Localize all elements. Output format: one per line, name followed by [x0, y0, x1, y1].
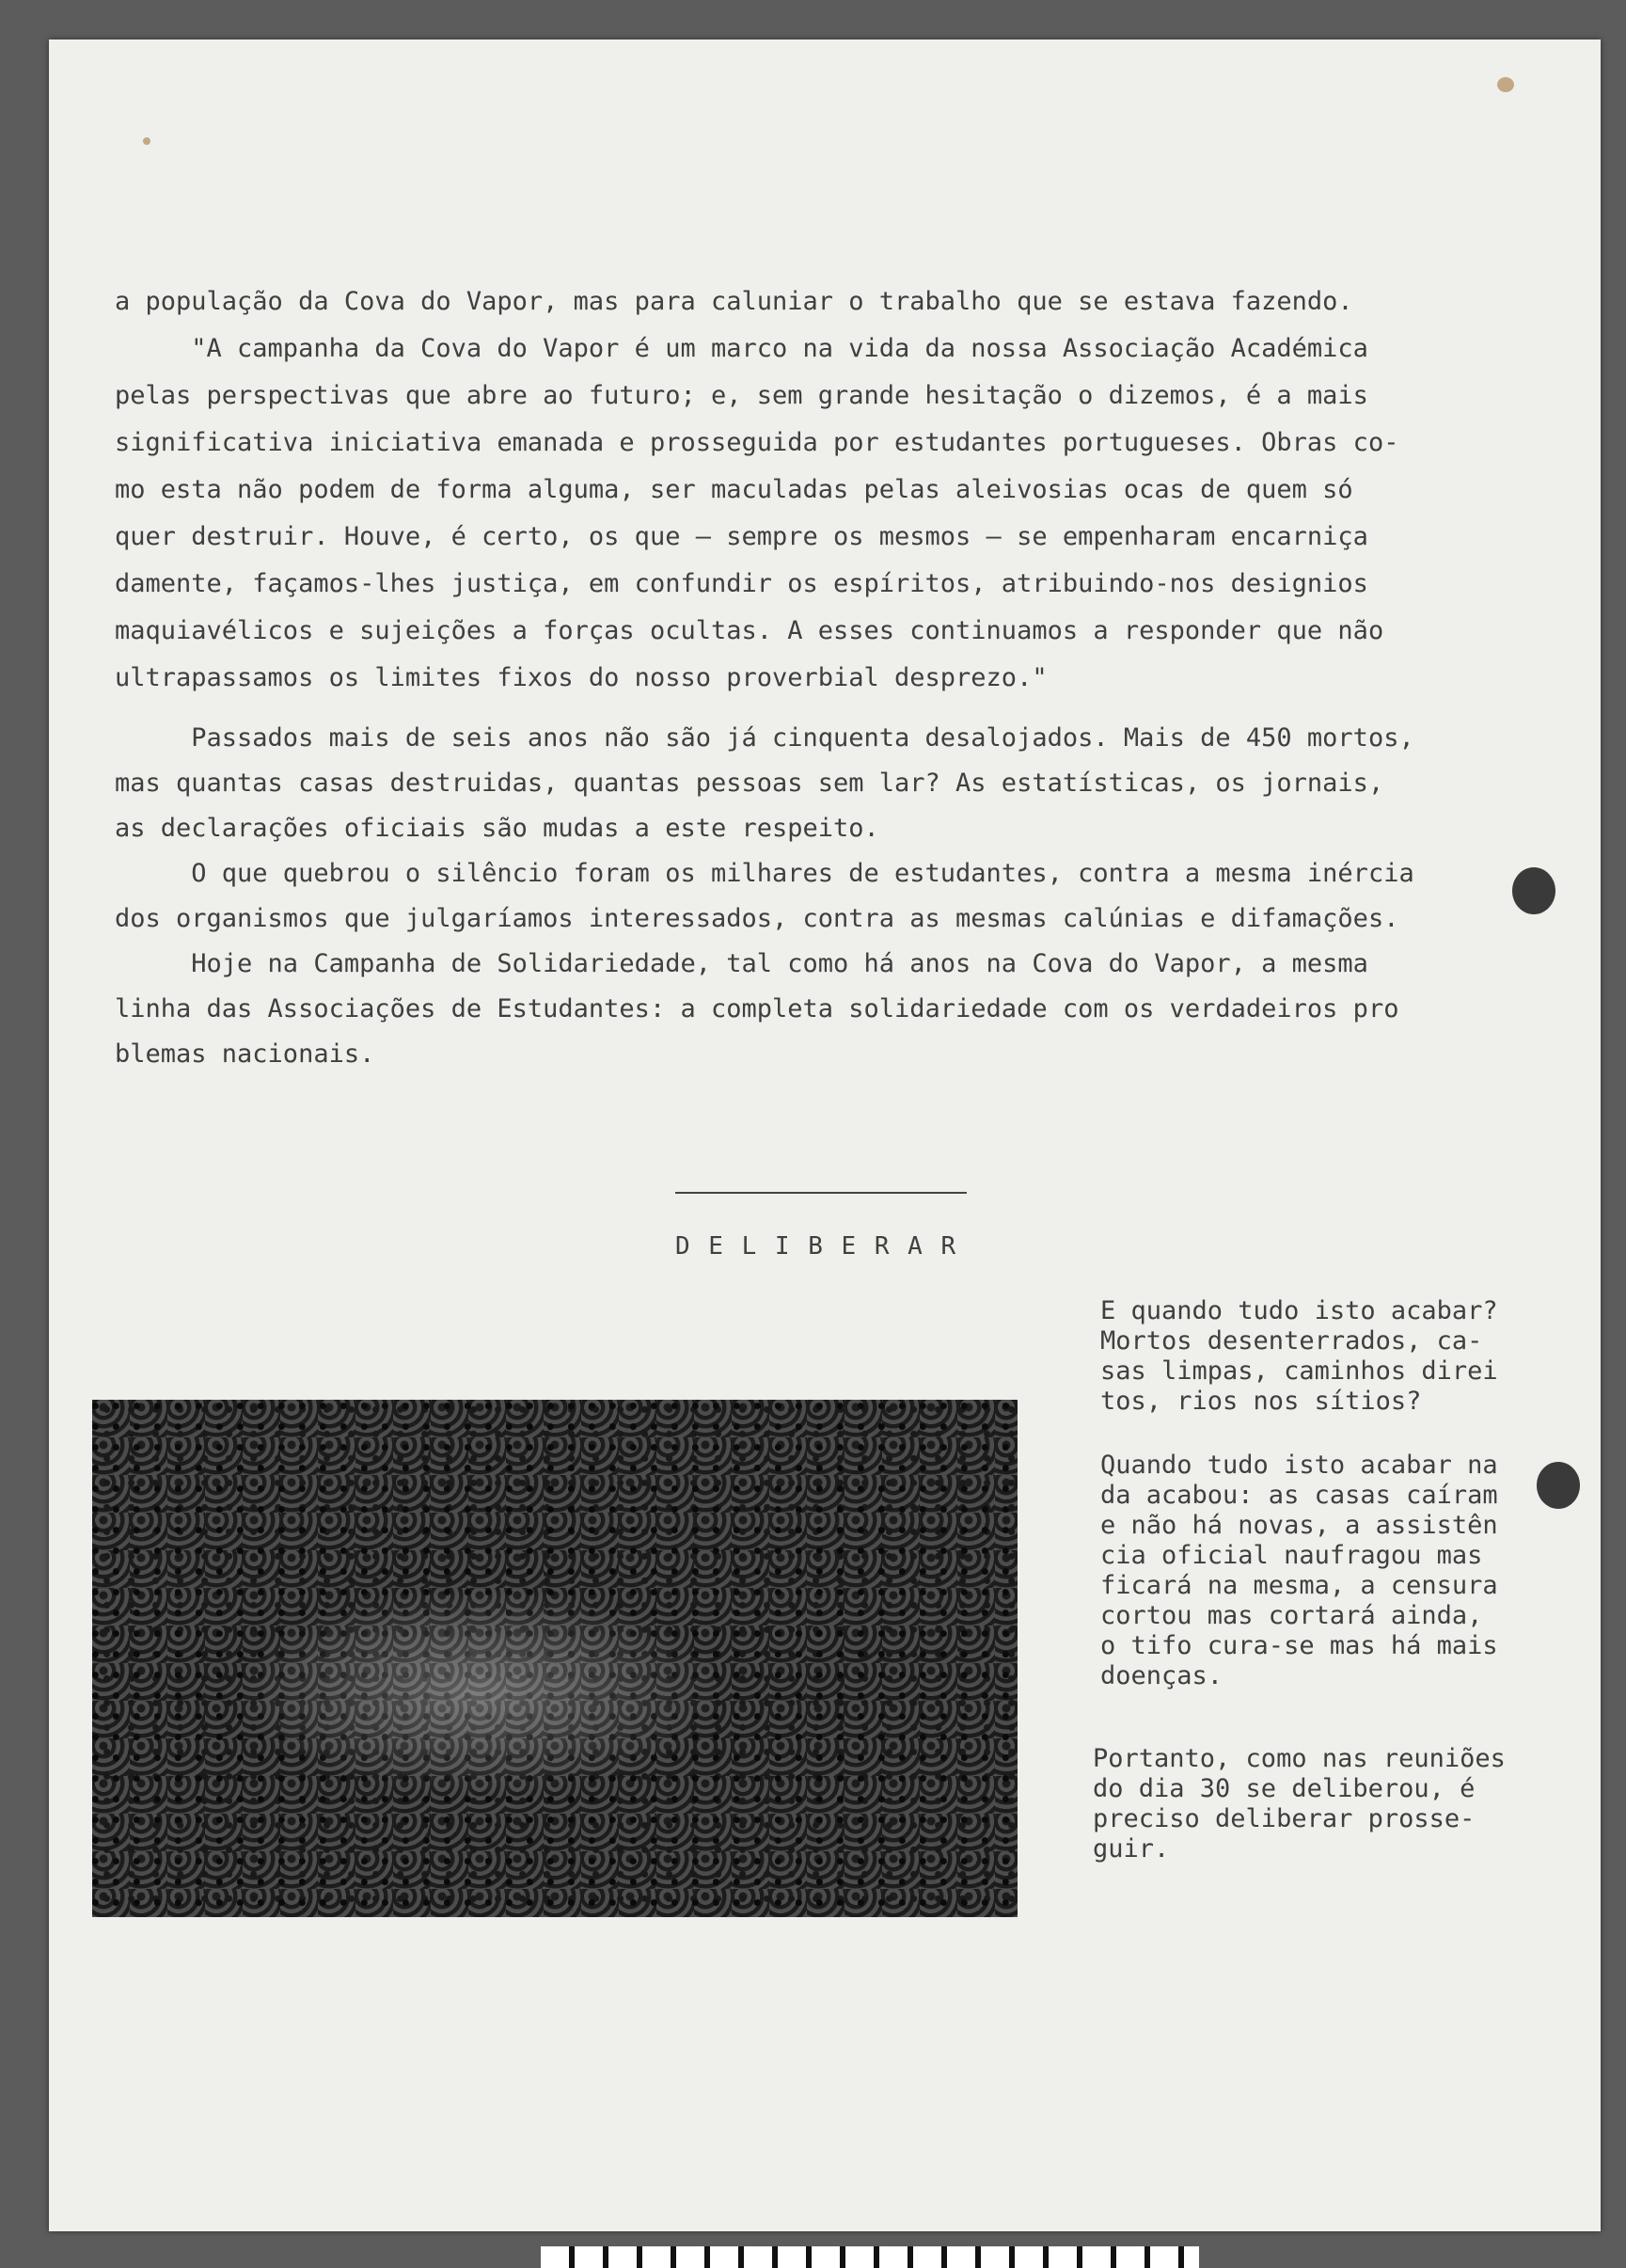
text-line: Hoje na Campanha de Solidariedade, tal como há anos na Cova do Vapor, a mesma	[115, 949, 1368, 978]
text-line: as declarações oficiais são mudas a este respeito.	[115, 814, 879, 843]
side-line: e não há novas, a assistên	[1100, 1511, 1498, 1540]
side-line: cortou mas cortará ainda,	[1100, 1601, 1483, 1630]
text-line: dos organismos que julgaríamos interessados, contra as mesmas calúnias e difamações.	[115, 904, 1399, 933]
side-line: tos, rios nos sítios?	[1100, 1387, 1422, 1416]
side-line: Mortos desenterrados, ca-	[1100, 1326, 1483, 1356]
side-line: doenças.	[1100, 1661, 1223, 1690]
text-line: pelas perspectivas que abre ao futuro; e, sem grande hesitação o dizemos, é a mais	[115, 381, 1368, 410]
side-line: Portanto, como nas reuniões	[1093, 1744, 1506, 1773]
side-line: ficará na mesma, a censura	[1100, 1571, 1498, 1600]
text-line: quer destruir. Houve, é certo, os que — sempre os mesmos — se empenharam encarniça	[115, 522, 1368, 551]
text-line: ultrapassamos os limites fixos do nosso proverbial desprezo."	[115, 663, 1048, 692]
side-line: do dia 30 se deliberou, é	[1093, 1774, 1476, 1803]
punch-hole-upper	[1512, 867, 1555, 914]
photo-highlight	[233, 1588, 722, 1795]
rust-spot	[143, 137, 150, 145]
crowd-photo	[92, 1400, 1018, 1917]
side-line: o tifo cura-se mas há mais	[1100, 1631, 1498, 1660]
side-line: guir.	[1093, 1834, 1170, 1864]
text-line: mas quantas casas destruidas, quantas pessoas sem lar? As estatísticas, os jornais,	[115, 769, 1384, 798]
rust-spot	[1497, 77, 1514, 92]
text-line: significativa iniciativa emanada e prosseguida por estudantes portugueses. Obras co-	[115, 428, 1399, 457]
text-line: damente, façamos-lhes justiça, em confundir os espíritos, atribuindo-nos designios	[115, 569, 1368, 598]
section-divider	[675, 1192, 967, 1194]
text-line: maquiavélicos e sujeições a forças ocultas. A esses continuamos a responder que não	[115, 616, 1384, 645]
side-line: da acabou: as casas caíram	[1100, 1481, 1498, 1510]
side-line: sas limpas, caminhos direi	[1100, 1356, 1498, 1386]
text-line: O que quebrou o silêncio foram os milhares de estudantes, contra a mesma inércia	[115, 859, 1414, 888]
text-line: "A campanha da Cova do Vapor é um marco na vida da nossa Associação Académica	[115, 334, 1368, 363]
side-line: preciso deliberar prosse-	[1093, 1804, 1476, 1833]
text-line: linha das Associações de Estudantes: a completa solidariedade com os verdadeiros pro	[115, 994, 1399, 1023]
punch-hole-lower	[1537, 1462, 1580, 1509]
side-line: E quando tudo isto acabar?	[1100, 1296, 1498, 1325]
side-line: cia oficial naufragou mas	[1100, 1541, 1483, 1570]
text-line: Passados mais de seis anos não são já cinquenta desalojados. Mais de 450 mortos,	[115, 723, 1414, 753]
side-line: Quando tudo isto acabar na	[1100, 1451, 1498, 1480]
typed-page	[49, 40, 1601, 2231]
text-line: blemas nacionais.	[115, 1039, 375, 1069]
text-line: mo esta não podem de forma alguma, ser maculadas pelas aleivosias ocas de quem só	[115, 475, 1353, 504]
text-line: a população da Cova do Vapor, mas para caluniar o trabalho que se estava fazendo.	[115, 287, 1353, 316]
section-heading: D E L I B E R A R	[675, 1232, 958, 1261]
color-scale-bar	[541, 2246, 1199, 2268]
